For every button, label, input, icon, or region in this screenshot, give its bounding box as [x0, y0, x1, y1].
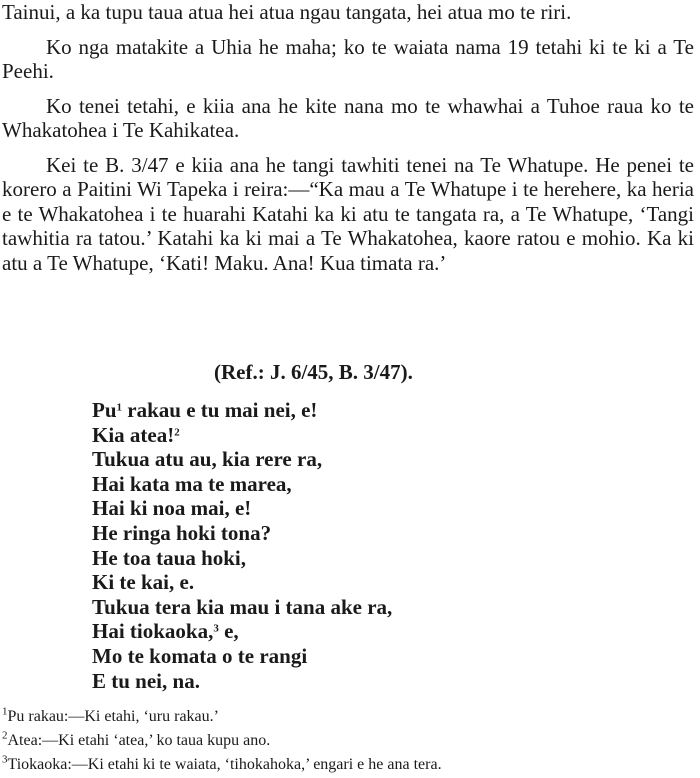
paragraph: Ko nga matakite a Uhia he maha; ko te waiata nama 19 tetahi ki te ki a Te Peehi. — [2, 34, 694, 83]
poem-line: Kia atea!$^2$ — [92, 422, 180, 447]
poem-line: Ki te kai, e. — [92, 570, 195, 595]
footnote-marker: 3 — [213, 622, 219, 635]
poem-line: Hai tiokaoka,$^3$ e, — [92, 619, 239, 644]
poem-line: He toa taua hoki, — [92, 545, 247, 570]
prose-section — [2, 0, 694, 285]
poem-line: Pu$^1$ rakau e tu mai nei, e! — [92, 398, 318, 422]
paragraph: Kei te B. 3/47 e kiia ana he tangi tawhiti tenei na Te Whatupe. He penei te korero a Paitini Wi Tapeka i reira:—“Ka mau a Te Whatupe i te herehere, ka heria e te Whakatohea i te huarahi Katahi ka ki atu te tangata ra, a Te Whatupe, ‘Tangi tawhitia ra tatou.’ Katahi ka ki mai a Te Whakatohea, kaore ratou e mohio. Ka ki atu a Te Whatupe, ‘Kati! Maku. Ana! Kua timata ra.’ — [2, 152, 694, 275]
footnotes — [2, 705, 698, 777]
paragraph: Tainui, a ka tupu taua atua hei atua ngau tangata, hei atua mo te riri. — [2, 0, 572, 24]
footnote: $^1$Pu rakau:—Ki etahi, ‘uru rakau.’ — [2, 705, 219, 725]
footnote: $^2$Atea:—Ki etahi ‘atea,’ ko taua kupu ano. — [2, 729, 271, 749]
song-reference: (Ref.: J. 6/45, B. 3/47). — [214, 360, 413, 384]
footnote-marker: 1 — [116, 401, 123, 414]
poem-line: He ringa hoki tona? — [92, 520, 272, 545]
poem-line: E tu nei, na. — [92, 668, 200, 693]
poem-line: Tukua atu au, kia rere ra, — [92, 447, 323, 472]
poem-line: Hai kata ma te marea, — [92, 471, 292, 496]
paragraph: Ko tenei tetahi, e kiia ana he kite nana mo te whawhai a Tuhoe raua ko te Whakatohea i Te Kahikatea. — [2, 93, 694, 142]
poem-line: Hai ki noa mai, e! — [92, 496, 252, 521]
footnote-marker: 2 — [174, 426, 180, 438]
poem-line: Tukua tera kia mau i tana ake ra, — [92, 594, 393, 619]
poem — [92, 398, 392, 693]
footnote: $^3$Tiokaoka:—Ki etahi ki te waiata, ‘tihokahoka,’ engari e he ana tera. — [2, 753, 442, 773]
poem-line: Mo te komata o te rangi — [92, 643, 308, 668]
